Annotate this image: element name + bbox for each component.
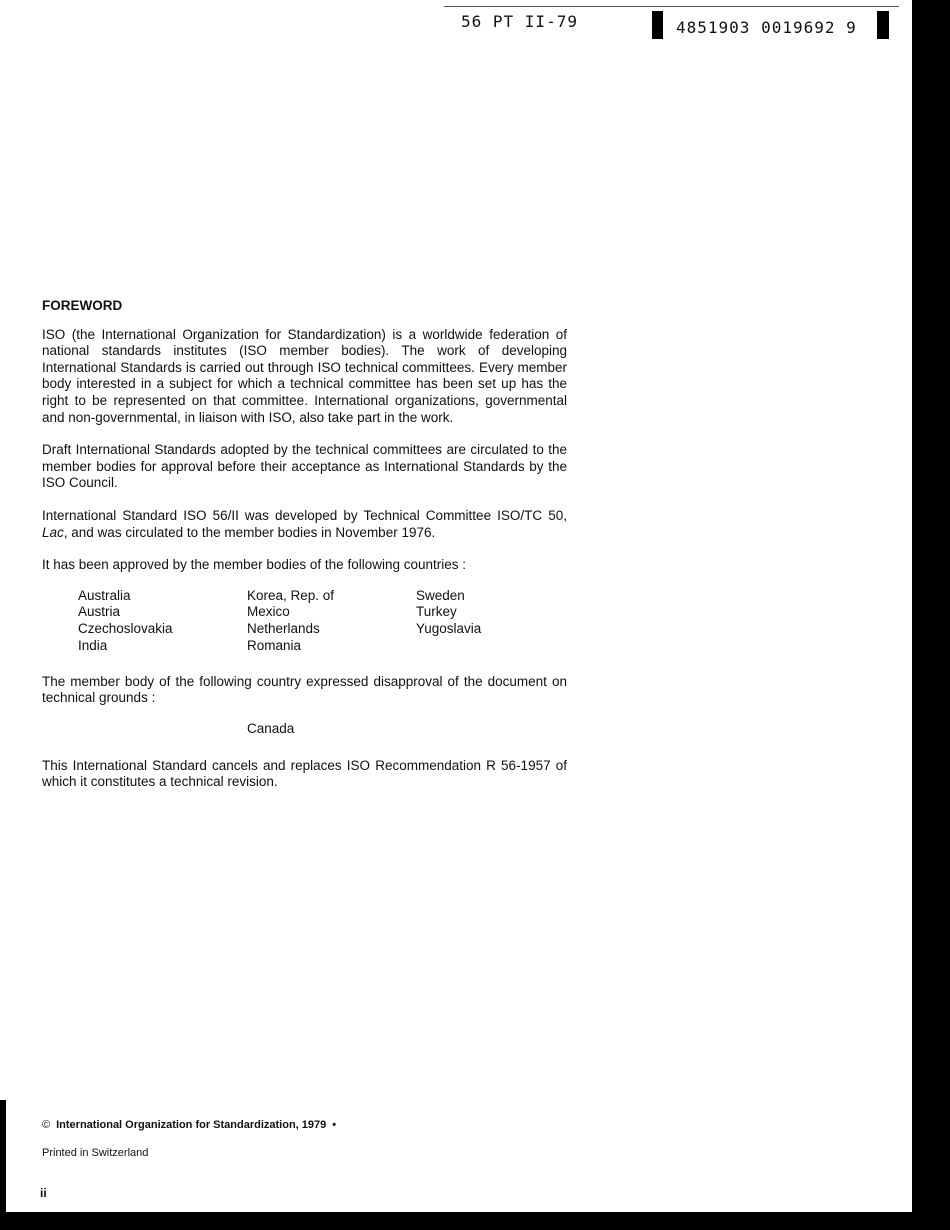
replacement-note: This International Standard cancels and replaces ISO Recommendation R 56-1957 of which it constitutes a technical revision.	[42, 757, 567, 790]
country-item: Yugoslavia	[416, 620, 482, 636]
bullet-icon: •	[332, 1119, 337, 1131]
foreword-paragraph-development	[42, 508, 567, 541]
copyright-line	[42, 1119, 336, 1131]
foreword-heading: FOREWORD	[42, 298, 123, 313]
scan-border-right	[912, 0, 950, 1230]
copyright-text: International Organization for Standardization, 1979	[56, 1119, 327, 1131]
committee-name: Lac	[42, 524, 64, 540]
copyright-icon: ©	[42, 1119, 51, 1131]
document-code: 56 PT II-79	[461, 12, 578, 31]
country-item: Netherlands	[247, 620, 320, 636]
barcode-mark-right	[877, 11, 889, 39]
country-item: Sweden	[416, 587, 465, 603]
countries-column-1	[78, 588, 173, 654]
header-rule	[444, 6, 899, 7]
development-text-1: International Standard ISO 56/II was developed by Technical Committee ISO/TC 50,	[42, 507, 567, 523]
barcode-mark-left	[652, 11, 663, 39]
country-item: Romania	[247, 637, 302, 653]
country-item: Australia	[78, 587, 131, 603]
country-item: India	[78, 637, 108, 653]
country-item: Czechoslovakia	[78, 620, 173, 636]
foreword-section	[42, 298, 567, 807]
country-item: Korea, Rep. of	[247, 587, 335, 603]
approving-countries-list	[42, 588, 567, 654]
disapproving-country: Canada	[247, 720, 295, 736]
page-number: ii	[40, 1186, 47, 1200]
country-item: Turkey	[416, 604, 457, 620]
foreword-paragraph-draft: Draft International Standards adopted by the technical committees are circulated to the member bodies for approval before their acceptance as International Standards by the ISO Council.	[42, 442, 567, 491]
disapproval-intro: The member body of the following country expressed disapproval of the document on technical grounds :	[42, 673, 567, 706]
scan-border-bottom	[0, 1212, 950, 1230]
printed-location: Printed in Switzerland	[42, 1147, 149, 1159]
foreword-paragraph-iso: ISO (the International Organization for Standardization) is a worldwide federation of national standards institutes (ISO member bodies). The work of developing International Standards is carried out through ISO technical committees. Every member body interested in a subject for which a technical committee has been set up has the right to be represented on that committee. International organizations, governmental and non-governmental, in liaison with ISO, also take part in the work.	[42, 326, 567, 425]
scan-border-left	[0, 1100, 6, 1212]
countries-column-3	[416, 588, 481, 638]
approval-intro: It has been approved by the member bodies of the following countries :	[42, 557, 467, 573]
country-item: Mexico	[247, 604, 290, 620]
barcode-number: 4851903 0019692 9	[676, 18, 857, 37]
countries-column-2	[247, 588, 334, 654]
development-text-2: , and was circulated to the member bodies in November 1976.	[63, 524, 436, 540]
country-item: Austria	[78, 604, 121, 620]
